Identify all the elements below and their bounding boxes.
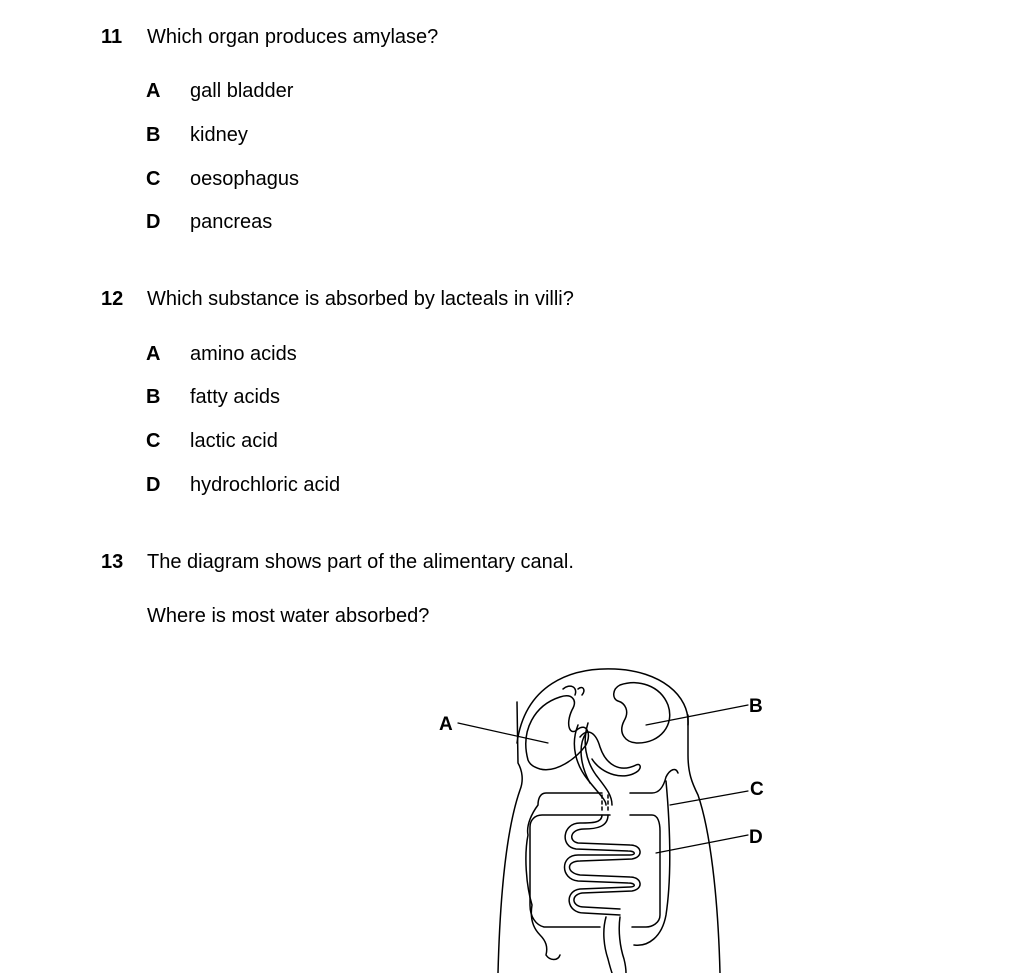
q12-option-d-letter: D bbox=[146, 474, 161, 496]
question-11-number: 11 bbox=[101, 26, 123, 48]
q12-option-a-text: amino acids bbox=[190, 343, 297, 365]
q12-option-c-text: lactic acid bbox=[190, 430, 278, 452]
q11-option-b-text: kidney bbox=[190, 124, 248, 146]
q11-option-d-text: pancreas bbox=[190, 211, 273, 233]
diagram-label-c: C bbox=[750, 779, 764, 800]
q11-option-c-text: oesophagus bbox=[190, 168, 299, 190]
question-13-number: 13 bbox=[101, 551, 124, 573]
q12-option-a-letter: A bbox=[146, 343, 161, 365]
question-11-text: Which organ produces amylase? bbox=[147, 26, 439, 48]
question-12-text: Which substance is absorbed by lacteals in villi? bbox=[147, 288, 574, 310]
q11-option-c-letter: C bbox=[146, 168, 161, 190]
q11-option-b-letter: B bbox=[146, 124, 161, 146]
question-13-text: The diagram shows part of the alimentary canal. bbox=[147, 551, 574, 573]
q11-option-a-text: gall bladder bbox=[190, 80, 294, 102]
q12-option-b-text: fatty acids bbox=[190, 386, 281, 408]
question-13-subtext: Where is most water absorbed? bbox=[147, 605, 430, 627]
diagram-label-a: A bbox=[439, 714, 453, 735]
diagram-label-d: D bbox=[749, 827, 763, 848]
diagram-label-b: B bbox=[749, 696, 763, 717]
q12-option-d-text: hydrochloric acid bbox=[190, 474, 341, 496]
question-12-number: 12 bbox=[101, 288, 124, 310]
q12-option-b-letter: B bbox=[146, 386, 161, 408]
q12-option-c-letter: C bbox=[146, 430, 161, 452]
q11-option-d-letter: D bbox=[146, 211, 161, 233]
alimentary-canal-diagram bbox=[420, 655, 780, 973]
q11-option-a-letter: A bbox=[146, 80, 161, 102]
